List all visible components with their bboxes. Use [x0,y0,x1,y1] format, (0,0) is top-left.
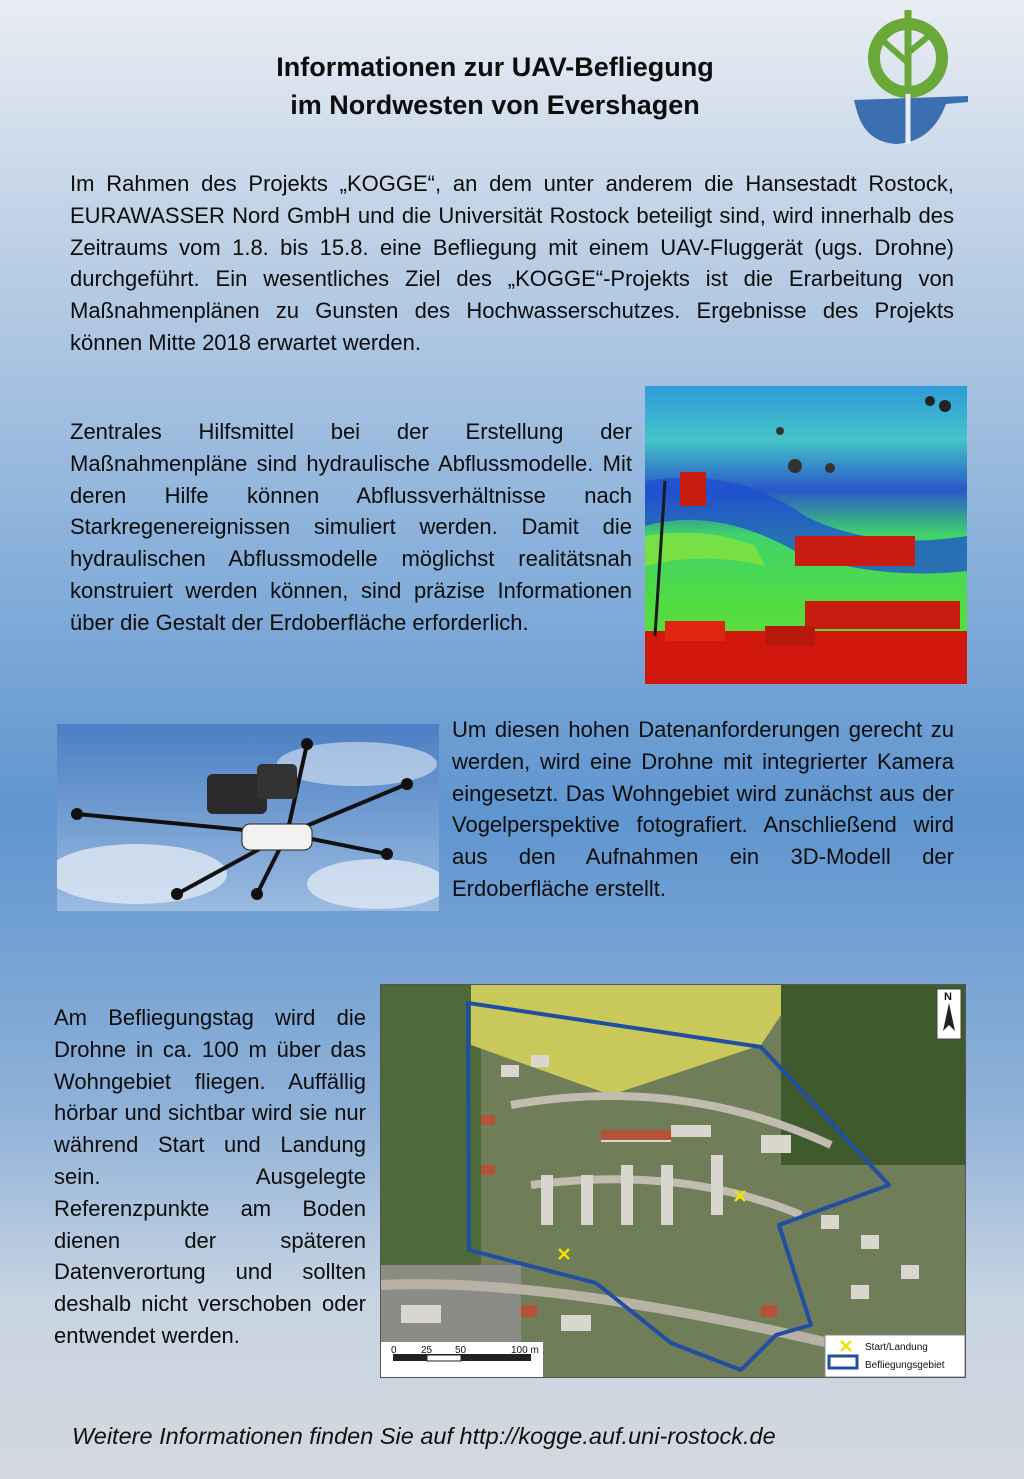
kogge-logo [850,8,970,150]
page-title [200,48,790,124]
elevation-model-image [645,386,967,684]
scale-label-0: 0 [391,1345,397,1356]
scale-label-50: 50 [455,1345,467,1356]
scale-label-100: 100 m [511,1345,539,1356]
legend-start-label: Start/Landung [865,1342,928,1353]
models-paragraph: Zentrales Hilfsmittel bei der Erstellung der Maßnahmenpläne sind hydraulische Abflussmodelle. Mit deren Hilfe können Abflussverhältnisse nach Starkregenereignissen simuliert werden. Damit die hydraulischen Abflussmodelle möglichst realitätsnah konstruiert werden können, sind präzise Informationen über die Gestalt der Erdoberfläche erforderlich. [70,419,632,635]
intro-paragraph: Im Rahmen des Projekts „KOGGE“, an dem unter anderem die Hansestadt Rostock, EURAWASSER Nord GmbH und die Universität Rostock beteiligt sind, wird innerhalb des Zeitraums vom 1.8. bis 15.8. eine Befliegung mit einem UAV-Fluggerät (ugs. Drohne) durchgeführt. Ein wesentliches Ziel des „KOGGE“-Projekts ist die Erarbeitung von Maßnahmenplänen zu Gunsten des Hochwasserschutzes. Ergebnisse des Projekts können Mitte 2018 erwartet werden. [70,171,954,355]
north-arrow-label: N [944,991,952,1003]
flight-paragraph: Am Befliegungstag wird die Drohne in ca. 100 m über das Wohngebiet fliegen. Auffällig hörbar und sichtbar wird sie nur während Start und Landung sein. Ausgelegte Referenzpunkte am Boden dienen der späteren Datenverortung und sollten deshalb nicht verschoben oder entwendet werden. [54,1005,366,1348]
title-line-1: Informationen zur UAV-Befliegung [276,52,714,82]
title-line-2: im Nordwesten von Evershagen [290,90,700,120]
flight-area-map [380,984,966,1378]
drone-photo [57,724,439,911]
legend-area-label: Befliegungsgebiet [865,1360,945,1371]
drone-paragraph: Um diesen hohen Datenanforderungen gerecht zu werden, wird eine Drohne mit integrierter Kamera eingesetzt. Das Wohngebiet wird zunächst aus der Vogelperspektive fotografiert. Anschließend wird aus den Aufnahmen ein 3D-Modell der Erdoberfläche erstellt. [452,717,954,901]
scale-label-25: 25 [421,1345,433,1356]
footer-info: Weitere Informationen finden Sie auf http://kogge.auf.uni-rostock.de [72,1423,776,1449]
